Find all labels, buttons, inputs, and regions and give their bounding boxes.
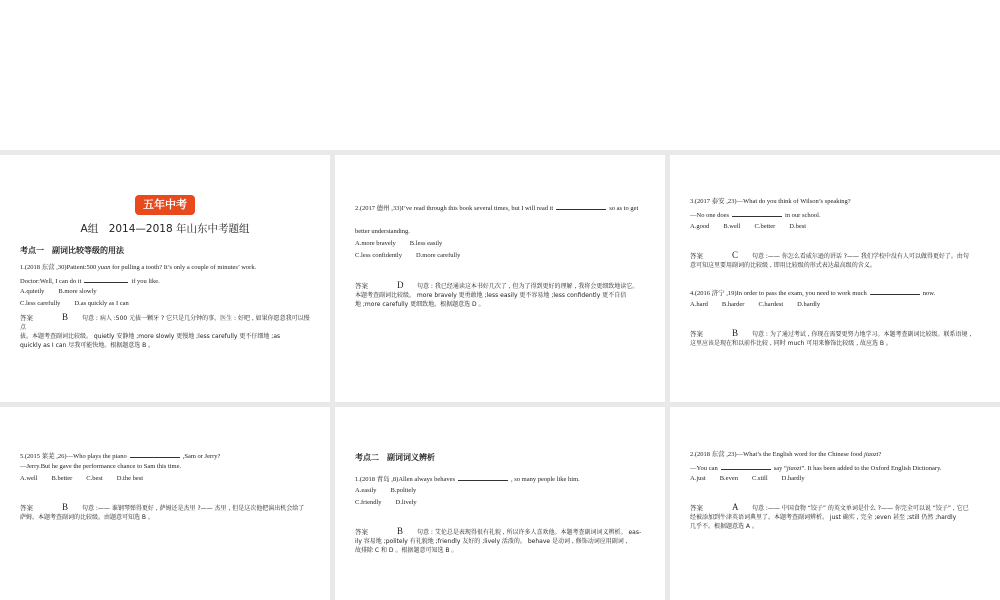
- group-title: A组 2014—2018 年山东中考题组: [80, 223, 250, 235]
- answer-block: 答案 A 句意 :—— 中国食物 “饺子” 的英文单词是什么 ?—— 你完全可以说 “饺子” , 它已 经被添加到牛津英语词典里了。本题考查副词辨析。 just 确实 , 完全 ;even 甚至 ;still 仍然 ;hardly 几乎不。根据题意选 A 。: [690, 502, 969, 530]
- answer-block: 答案 B 句意 : 艾伦总是表现得很有礼貌 , 所以许多人喜欢他。本题考查副词词义辨析。 eas- ily 容易地 ;politely 有礼貌地 ;friendly 友好的 ;lively 活泼的。 behave 是动词 , 修饰动词应用副词 , 故排除 C 和 D 。根据题意可知选 B 。: [355, 526, 642, 554]
- slide-6: [670, 407, 1000, 600]
- answer-letter: D: [397, 280, 404, 290]
- options-row-1: A.more bravely B.less easily: [355, 240, 443, 247]
- answer-letter: B: [62, 502, 69, 512]
- options-row-1: A.quietly B.more slowly: [20, 288, 97, 295]
- blank-header-area: [0, 0, 1000, 150]
- answer-letter: C: [732, 250, 739, 260]
- answer-block: 答案 B 句意 : 病人 :500 元拔一颗牙 ? 它只是几分钟的事。医生 : 好吧 , 如果你愿意我可以慢点 拔。本题考查副词比较级。 quietly 安静地 ;more slowly 更慢地 ;less carefully 更不仔细地 ;as quickly as I can 尽我可能快地。根据题意选 B 。: [20, 312, 310, 349]
- question-3-line-2: —No one does in our school.: [690, 212, 821, 219]
- answer-letter: B: [732, 328, 739, 338]
- options-row-1: A.easily B.politely: [355, 487, 417, 494]
- answer-block-3: 答案 C 句意 :—— 你怎么看威尔逊的讲话 ?—— 我们学校中没有人可以做得更好了。由句 意可知这里要用副词的比较级 , 即用比较级的形式表达最高级的含义。: [690, 250, 969, 269]
- options-row: A.good B.well C.better D.best: [690, 223, 807, 230]
- options-row-2: C.less carefully D.as quickly as I can: [20, 300, 129, 307]
- answer-letter: B: [397, 526, 404, 536]
- question-2: 2.(2017 德州 ,33)I’ve read through this book several times, but I will read it so as to get: [355, 205, 639, 212]
- question-3: 3.(2017 泰安 ,23)—What do you think of Wilson’s speaking?: [690, 198, 851, 205]
- answer-block: 答案 B 句意 :—— 谁钢琴弹得更好 , 萨姆还是杰里 ?—— 杰里 , 但是这次他把演出机会给了 萨姆。本题考查副词的比较级。由题意可知选 B 。: [20, 502, 305, 521]
- slide-3: [670, 155, 1000, 402]
- slide-2: [335, 155, 665, 402]
- answer-block-4: 答案 B 句意 : 为了通过考试 , 你现在需要更努力地学习。本题考查副词比较级。联系语境 , 这里应该是现在和以前作比较 , 同时 much 可用来修饰比较级 , 故应选 B 。: [690, 328, 972, 347]
- question-1: 1.(2018 青岛 ,8)Allen always behaves , so many people like him.: [355, 476, 580, 483]
- point-title: 考点二 副词词义辨析: [355, 453, 435, 462]
- options-row: A.just B.even C.still D.hardly: [690, 475, 805, 482]
- question-1-line-2: Doctor:Well, I can do it if you like.: [20, 278, 160, 285]
- options-row: A.well B.better C.best D.the best: [20, 475, 144, 482]
- options-row-2: C.less confidently D.more carefully: [355, 252, 461, 259]
- question-4: 4.(2016 济宁 ,19)In order to pass the exam, you need to work much now.: [690, 290, 936, 297]
- answer-letter: B: [62, 312, 69, 322]
- slide-4: [0, 407, 330, 600]
- answer-block: 答案 D 句意 : 我已经通读这本书好几次了 , 但为了得到更好的理解 , 我将会更细致地读它。 本题考查副词比较级。 more bravely 更勇敢地 ;less easily 更不容易地 ;less confidently 更不自信 地 ;more carefully 更细致地。根据题意选 D 。: [355, 280, 639, 308]
- slide-1: [0, 155, 330, 402]
- question-5: 5.(2015 莱芜 ,26)—Who plays the piano ,Sam or Jerry?: [20, 453, 221, 460]
- point-title: 考点一 副词比较等级的用法: [20, 246, 124, 255]
- question-2-line-2: better understanding.: [355, 228, 410, 235]
- question-2-line-2: —You can say “jiaozi”. It has been added to the Oxford English Dictionary.: [690, 465, 942, 472]
- badge-five-year-exam: 五年中考: [135, 195, 195, 215]
- options-row-2: C.friendly D.lively: [355, 499, 417, 506]
- question-1: 1.(2018 东营 ,30)Patient:500 yuan for pulling a tooth? It’s only a couple of minutes’ work.: [20, 264, 257, 271]
- answer-letter: A: [732, 502, 739, 512]
- slide-5: [335, 407, 665, 600]
- question-5-line-2: —Jerry.But he gave the performance chance to Sam this time.: [20, 463, 182, 470]
- options-row-4: A.hard B.harder C.hardest D.hardly: [690, 301, 821, 308]
- question-2: 2.(2018 东营 ,23)—What’s the English word for the Chinese food jiaozi?: [690, 451, 882, 458]
